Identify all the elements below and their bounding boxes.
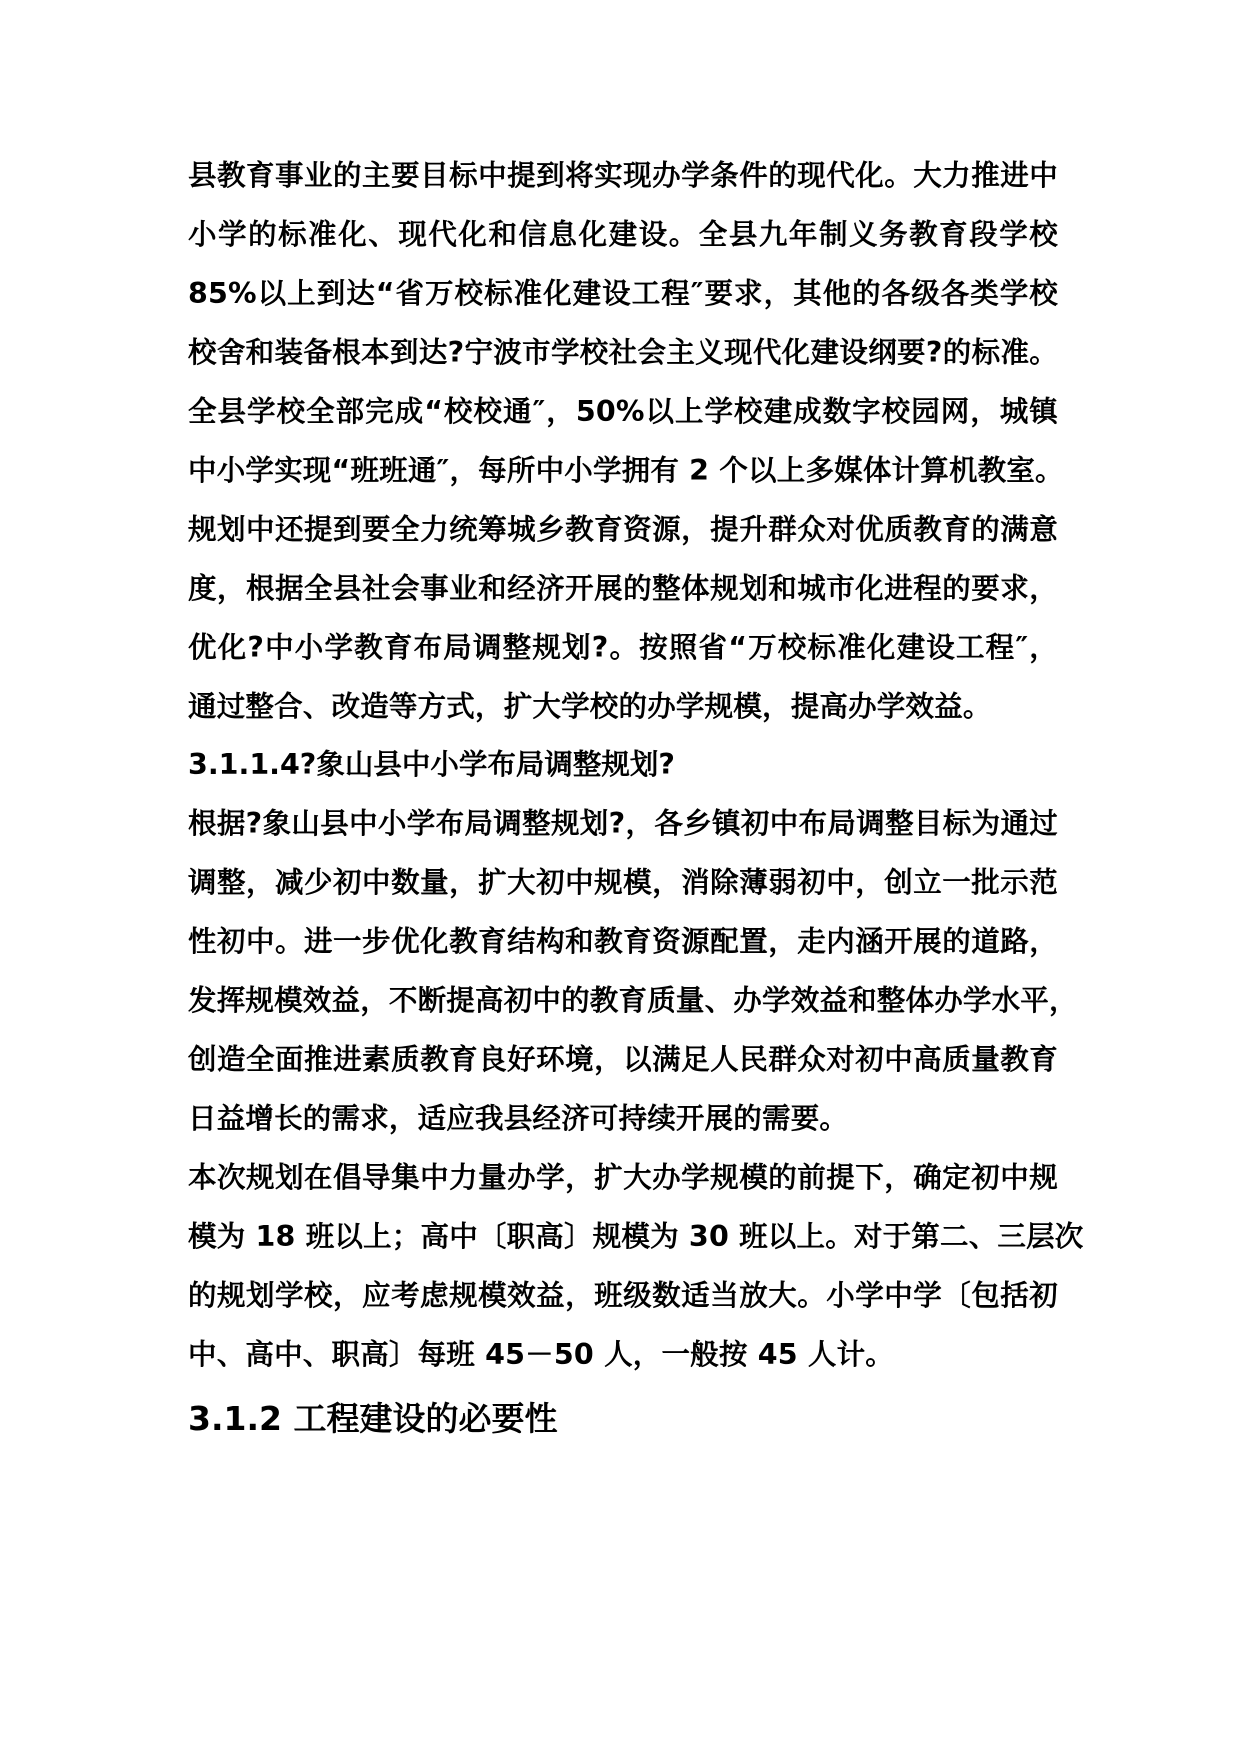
- paragraph-1-line-3: 85%以上到达“省万校标准化建设工程″要求，其他的各级各类学校: [188, 277, 1058, 310]
- paragraph-2-line-2: 调整，减少初中数量，扩大初中规模，消除薄弱初中，创立一批示范: [188, 866, 1058, 899]
- paragraph-2-line-3: 性初中。进一步优化教育结构和教育资源配置，走内涵开展的道路，: [188, 925, 1058, 958]
- paragraph-1-line-10: 通过整合、改造等方式，扩大学校的办学规模，提高办学效益。: [188, 690, 992, 723]
- paragraph-1-line-1: 县教育事业的主要目标中提到将实现办学条件的现代化。大力推进中: [188, 159, 1058, 192]
- paragraph-2-line-4: 发挥规模效益，不断提高初中的教育质量、办学效益和整体办学水平，: [188, 984, 1078, 1017]
- section-heading-3114: 3.1.1.4?象山县中小学布局调整规划?: [188, 748, 675, 781]
- paragraph-3-line-2: 模为 18 班以上；高中〔职高〕规模为 30 班以上。对于第二、三层次: [188, 1220, 1084, 1253]
- section-heading-312: 3.1.2 工程建设的必要性: [188, 1399, 558, 1438]
- paragraph-1-line-2: 小学的标准化、现代化和信息化建设。全县九年制义务教育段学校: [188, 218, 1058, 251]
- paragraph-1-line-9: 优化?中小学教育布局调整规划?。按照省“万校标准化建设工程″，: [188, 631, 1058, 664]
- paragraph-2-line-6: 日益增长的需求，适应我县经济可持续开展的需要。: [188, 1102, 849, 1135]
- paragraph-1-line-7: 规划中还提到要全力统筹城乡教育资源，提升群众对优质教育的满意: [188, 513, 1058, 546]
- paragraph-3-line-4: 中、高中、职高〕每班 45－50 人，一般按 45 人计。: [188, 1338, 894, 1371]
- paragraph-1-line-6: 中小学实现“班班通″，每所中小学拥有 2 个以上多媒体计算机教室。: [188, 454, 1064, 487]
- paragraph-3-line-3: 的规划学校，应考虑规模效益，班级数适当放大。小学中学〔包括初: [188, 1279, 1058, 1312]
- paragraph-1-line-8: 度，根据全县社会事业和经济开展的整体规划和城市化进程的要求，: [188, 572, 1058, 605]
- paragraph-1-line-4: 校舍和装备根本到达?宁波市学校社会主义现代化建设纲要?的标准。: [188, 336, 1058, 369]
- paragraph-2-line-5: 创造全面推进素质教育良好环境，以满足人民群众对初中高质量教育: [188, 1043, 1058, 1076]
- paragraph-2-line-1: 根据?象山县中小学布局调整规划?，各乡镇初中布局调整目标为通过: [188, 807, 1058, 840]
- paragraph-3-line-1: 本次规划在倡导集中力量办学，扩大办学规模的前提下，确定初中规: [188, 1161, 1058, 1194]
- paragraph-1-line-5: 全县学校全部完成“校校通″，50%以上学校建成数字校园网，城镇: [188, 395, 1058, 428]
